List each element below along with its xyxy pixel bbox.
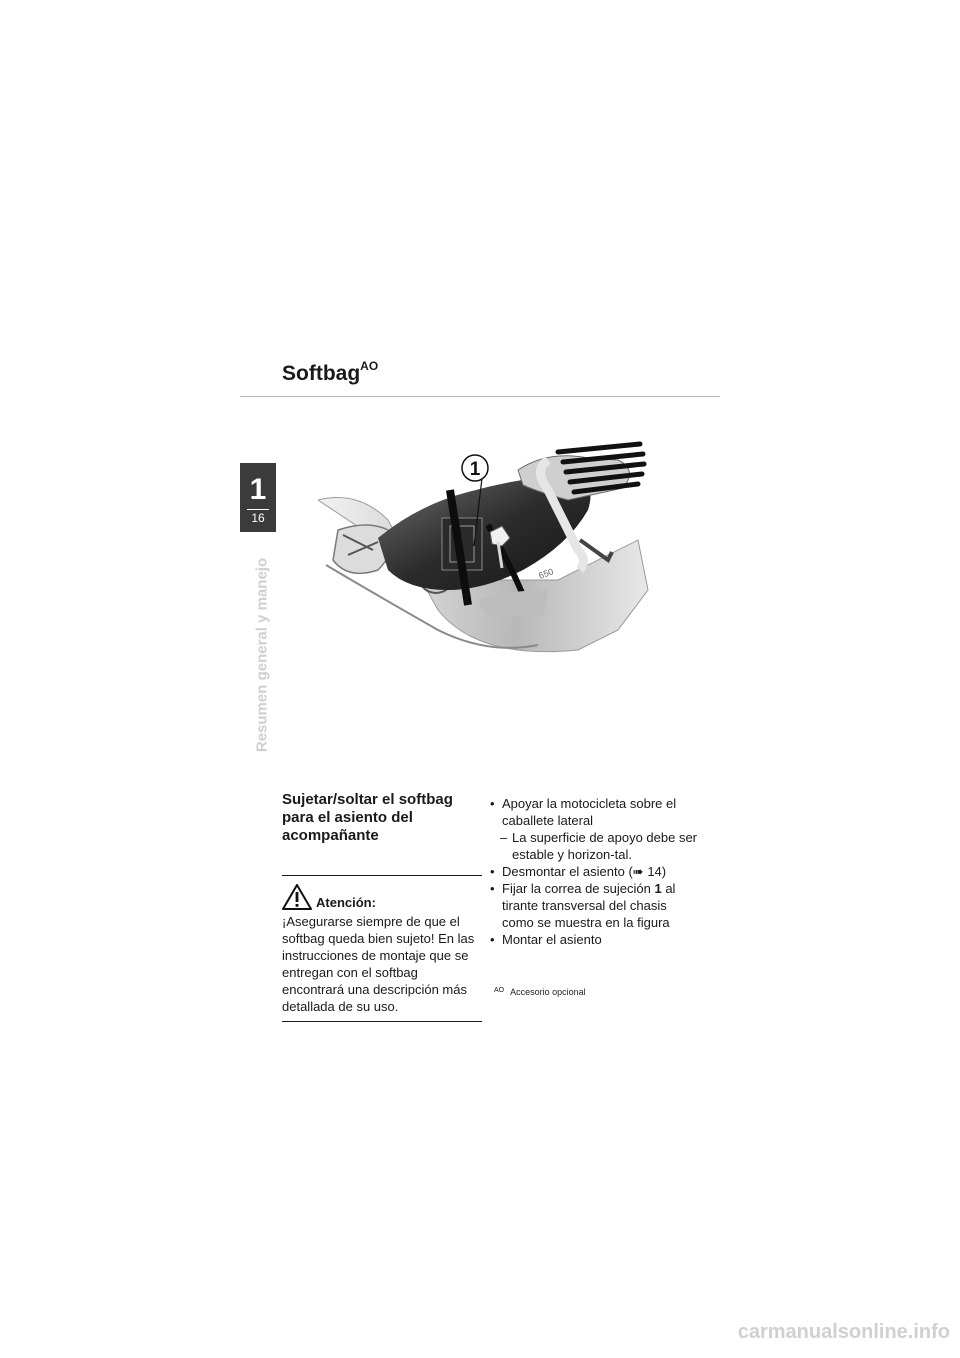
steps-list — [490, 795, 702, 948]
list-item: • Fijar la correa de sujeción 1 al tirante transversal del chasis como se muestra en la figura — [490, 881, 676, 930]
footnote-text: Accesorio opcional — [510, 987, 586, 997]
page-title: Softbag$^{AO}$ — [282, 359, 379, 385]
section-heading: Sujetar/soltar el softbag para el asiento del acompañante — [282, 791, 453, 844]
bullet-marker: • — [490, 864, 495, 879]
warning-box — [282, 875, 482, 1022]
chapter-number: 1 — [249, 473, 267, 506]
footnote-mark: AO — [494, 987, 505, 994]
callout-reference: 1 — [654, 881, 662, 896]
page-ref-arrow-icon: ➠ — [632, 864, 644, 879]
list-item: • Montar el asiento — [490, 932, 602, 947]
warning-label: Atención: — [316, 895, 376, 910]
left-column — [282, 791, 482, 1022]
motorcycle-seat-figure — [318, 430, 660, 660]
list-item: • Apoyar la motocicleta sobre el caballete lateral — [490, 796, 677, 828]
bullet-marker: • — [490, 796, 495, 811]
dash-marker: – — [500, 830, 508, 845]
header-rule — [240, 396, 720, 397]
warning-text: ¡Asegurarse siempre de que el softbag queda bien sujeto! En las instrucciones de montaje que se entregan con el softbag encontrará una descripción más detallada de su uso. — [282, 914, 475, 1014]
bullet-marker: • — [490, 932, 495, 947]
figure-model-badge: 650 — [537, 566, 555, 581]
bullet-marker: • — [490, 881, 495, 896]
page-number: 16 — [251, 511, 265, 525]
watermark: carmanualsonline.info — [737, 1321, 950, 1343]
figure-callout-1: 1 — [469, 459, 481, 480]
chapter-side-title: Resumen general y manejo — [253, 557, 271, 753]
warning-triangle-icon — [282, 884, 312, 910]
footnote — [494, 987, 586, 997]
title-superscript: AO — [360, 359, 379, 373]
chapter-divider — [247, 509, 269, 510]
page-ref: 14) — [647, 864, 667, 879]
list-subitem: – La superficie de apoyo debe ser estable y horizon-tal. — [500, 830, 698, 862]
list-item: • Desmontar el asiento (➠ 14) — [490, 864, 667, 879]
chapter-tab — [240, 463, 276, 532]
